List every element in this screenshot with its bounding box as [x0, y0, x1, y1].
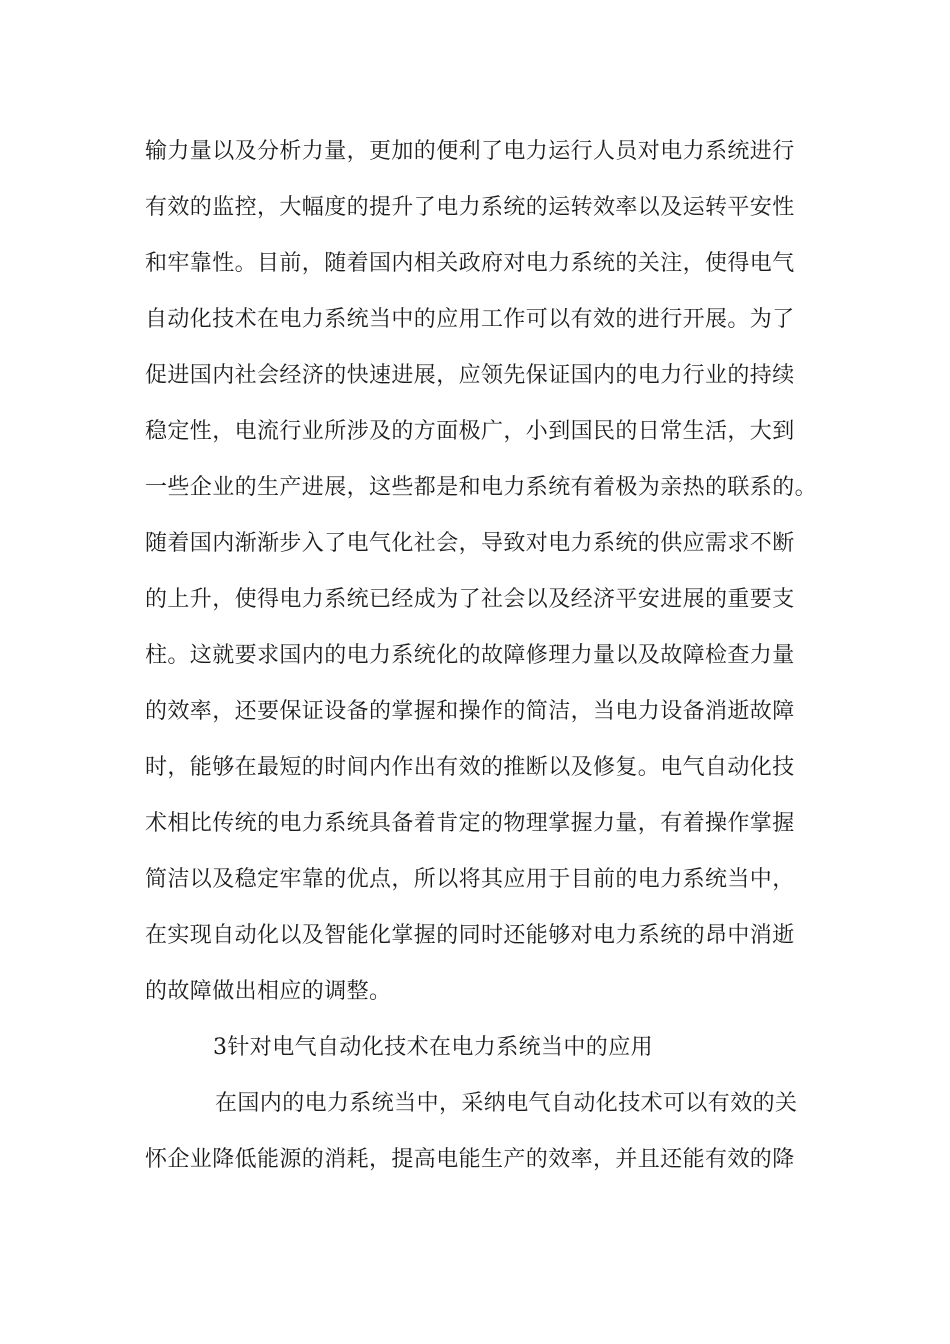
paragraph-line: 术相比传统的电力系统具备着肯定的物理掌握力量，有着操作掌握: [145, 811, 795, 836]
paragraph-line: 输力量以及分析力量，更加的便利了电力运行人员对电力系统进行: [145, 139, 795, 164]
paragraph-line: 怀企业降低能源的消耗，提高电能生产的效率，并且还能有效的降: [145, 1147, 795, 1172]
paragraph-line: 在国内的电力系统当中，采纳电气自动化技术可以有效的关: [215, 1091, 798, 1116]
paragraph-line: 的故障做出相应的调整。: [145, 979, 392, 1004]
paragraph-line: 在实现自动化以及智能化掌握的同时还能够对电力系统的昂中消逝: [145, 923, 795, 948]
paragraph-line: 自动化技术在电力系统当中的应用工作可以有效的进行开展。为了: [145, 307, 795, 332]
section-heading: 3针对电气自动化技术在电力系统当中的应用: [213, 1035, 653, 1060]
body-text: [145, 130, 818, 1194]
paragraph-line: 一些企业的生产进展，这些都是和电力系统有着极为亲热的联系的。: [145, 475, 818, 500]
paragraph-line: 随着国内渐渐步入了电气化社会，导致对电力系统的供应需求不断: [145, 531, 795, 556]
paragraph-line: 的效率，还要保证设备的掌握和操作的简洁，当电力设备消逝故障: [145, 699, 795, 724]
paragraph-line: 有效的监控，大幅度的提升了电力系统的运转效率以及运转平安性: [145, 195, 795, 220]
paragraph-line: 的上升，使得电力系统已经成为了社会以及经济平安进展的重要支: [145, 587, 795, 612]
paragraph-line: 时，能够在最短的时间内作出有效的推断以及修复。电气自动化技: [145, 755, 795, 780]
paragraph-line: 稳定性，电流行业所涉及的方面极广，小到国民的日常生活，大到: [145, 419, 795, 444]
paragraph-line: 柱。这就要求国内的电力系统化的故障修理力量以及故障检查力量: [145, 643, 795, 668]
paragraph-line: 和牢靠性。目前，随着国内相关政府对电力系统的关注，使得电气: [145, 251, 795, 276]
paragraph-line: 促进国内社会经济的快速进展，应领先保证国内的电力行业的持续: [145, 363, 795, 388]
paragraph-line: 简洁以及稳定牢靠的优点，所以将其应用于目前的电力系统当中，: [145, 867, 795, 892]
